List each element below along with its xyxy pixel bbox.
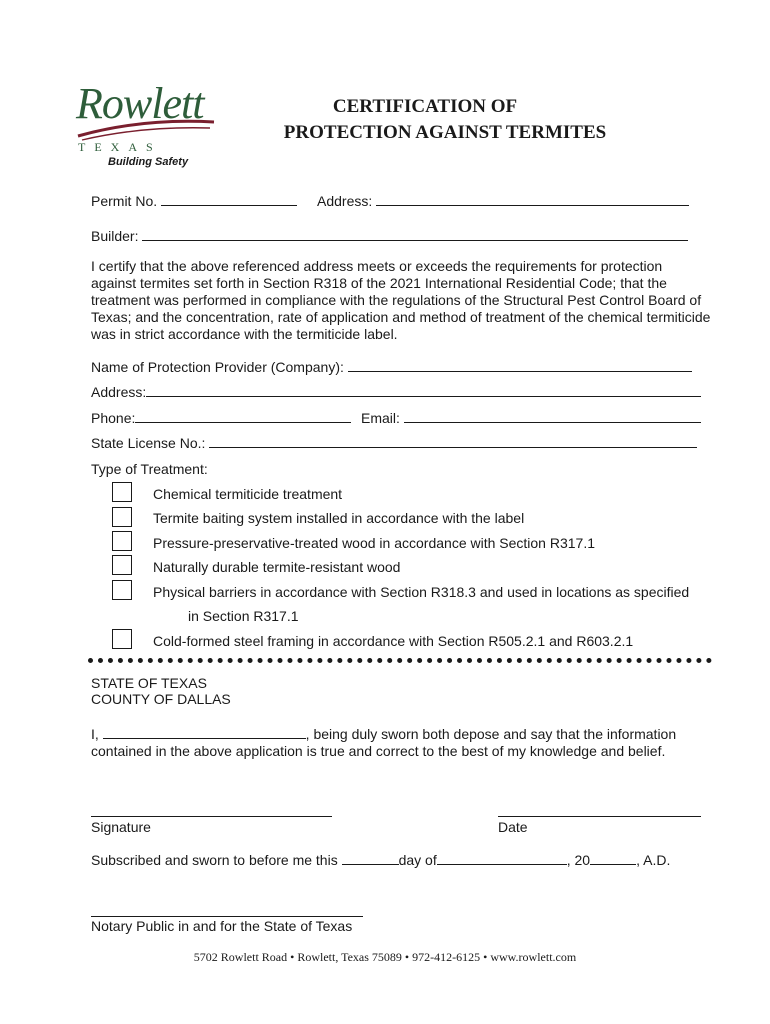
subscribed-ad: , A.D. [636,852,671,868]
affidavit-state: STATE OF TEXAS [91,675,207,691]
oath-name-field[interactable] [103,726,306,739]
title-line-1: CERTIFICATION OF [332,96,518,117]
address-field[interactable] [376,193,689,206]
subscribed-prefix: Subscribed and sworn to before me this [91,852,338,868]
oath-suffix: , being duly sworn both depose and say that the information [305,726,677,742]
treatment-label: Type of Treatment: [91,461,208,477]
notary-label: Notary Public in and for the State of Texas [91,918,353,934]
permit-row [91,193,297,209]
provider-phone-row [91,410,351,426]
builder-row [91,228,688,244]
treatment-option-physical-barriers-cont: in Section R317.1 [188,608,299,624]
provider-license-label: State License No.: [91,435,206,451]
treatment-option-baiting: Termite baiting system installed in accordance with the label [153,510,525,526]
oath-line-2: contained in the above application is true and correct to the best of my knowledge and belief. [91,743,666,759]
treatment-option-durable-wood: Naturally durable termite-resistant wood [153,559,401,575]
date-label: Date [498,819,528,835]
logo-state: TEXAS [78,140,162,154]
provider-phone-field[interactable] [135,410,351,423]
signature-label: Signature [91,819,151,835]
provider-license-row [91,435,697,451]
treatment-checkbox-physical-barriers[interactable] [112,580,132,600]
date-line[interactable] [498,816,701,817]
permit-field[interactable] [161,193,297,206]
notary-signature-line[interactable] [91,916,363,917]
provider-address-field[interactable] [146,384,701,397]
address-row [317,193,689,209]
treatment-option-steel-framing: Cold-formed steel framing in accordance with Section R505.2.1 and R603.2.1 [153,633,634,649]
section-divider [88,658,712,668]
footer-contact: 5702 Rowlett Road • Rowlett, Texas 75089 • 972-412-6125 • www.rowlett.com [193,950,577,964]
subscribed-day-field[interactable] [342,852,399,865]
treatment-checkbox-pressure-treated[interactable] [112,531,132,551]
builder-label: Builder: [91,228,139,244]
subscribed-day-label: day of [398,852,437,868]
treatment-checkbox-chemical[interactable] [112,482,132,502]
provider-email-row [361,410,701,426]
treatment-option-chemical: Chemical termiticide treatment [153,486,343,502]
subscribed-month-field[interactable] [437,852,567,865]
provider-company-field[interactable] [348,359,692,372]
provider-phone-label: Phone: [91,410,136,426]
provider-company-label: Name of Protection Provider (Company): [91,359,344,375]
subscribed-year-field[interactable] [590,852,636,865]
subscribed-row [91,852,670,868]
provider-address-label: Address: [91,384,147,400]
oath-prefix: I, [91,726,99,742]
provider-email-field[interactable] [404,410,701,423]
provider-license-field[interactable] [209,435,697,448]
treatment-checkbox-durable-wood[interactable] [112,555,132,575]
rowlett-logo [72,78,222,173]
subscribed-year-prefix: , 20 [566,852,591,868]
form-title [240,96,650,144]
certification-statement: I certify that the above referenced address meets or exceeds the requirements for protection against termites set forth in Section R318 of the 2021 International Residential Code; that the treatment was performed in compliance with the regulations of the Structural Pest Control Board of Texas; and the concentration, rate of application and method of treatment of the chemical termiticide was in strict accordance with the termiticide label. [91,258,711,342]
affidavit-county: COUNTY OF DALLAS [91,691,231,707]
signature-line[interactable] [91,816,332,817]
logo-wordmark: Rowlett [76,79,204,128]
provider-email-label: Email: [361,410,400,426]
treatment-checkbox-baiting[interactable] [112,507,132,527]
title-line-2: PROTECTION AGAINST TERMITES [283,122,607,143]
treatment-checkbox-steel-framing[interactable] [112,629,132,649]
oath-line-1 [91,726,676,742]
permit-label: Permit No. [91,193,158,209]
provider-address-row [91,384,701,400]
builder-field[interactable] [142,228,688,241]
logo-department: Building Safety [108,156,189,168]
treatment-option-physical-barriers: Physical barriers in accordance with Section R318.3 and used in locations as specified [153,584,690,600]
provider-company-row [91,359,692,375]
treatment-option-pressure-treated: Pressure-preservative-treated wood in accordance with Section R317.1 [153,535,596,551]
address-label: Address: [317,193,373,209]
